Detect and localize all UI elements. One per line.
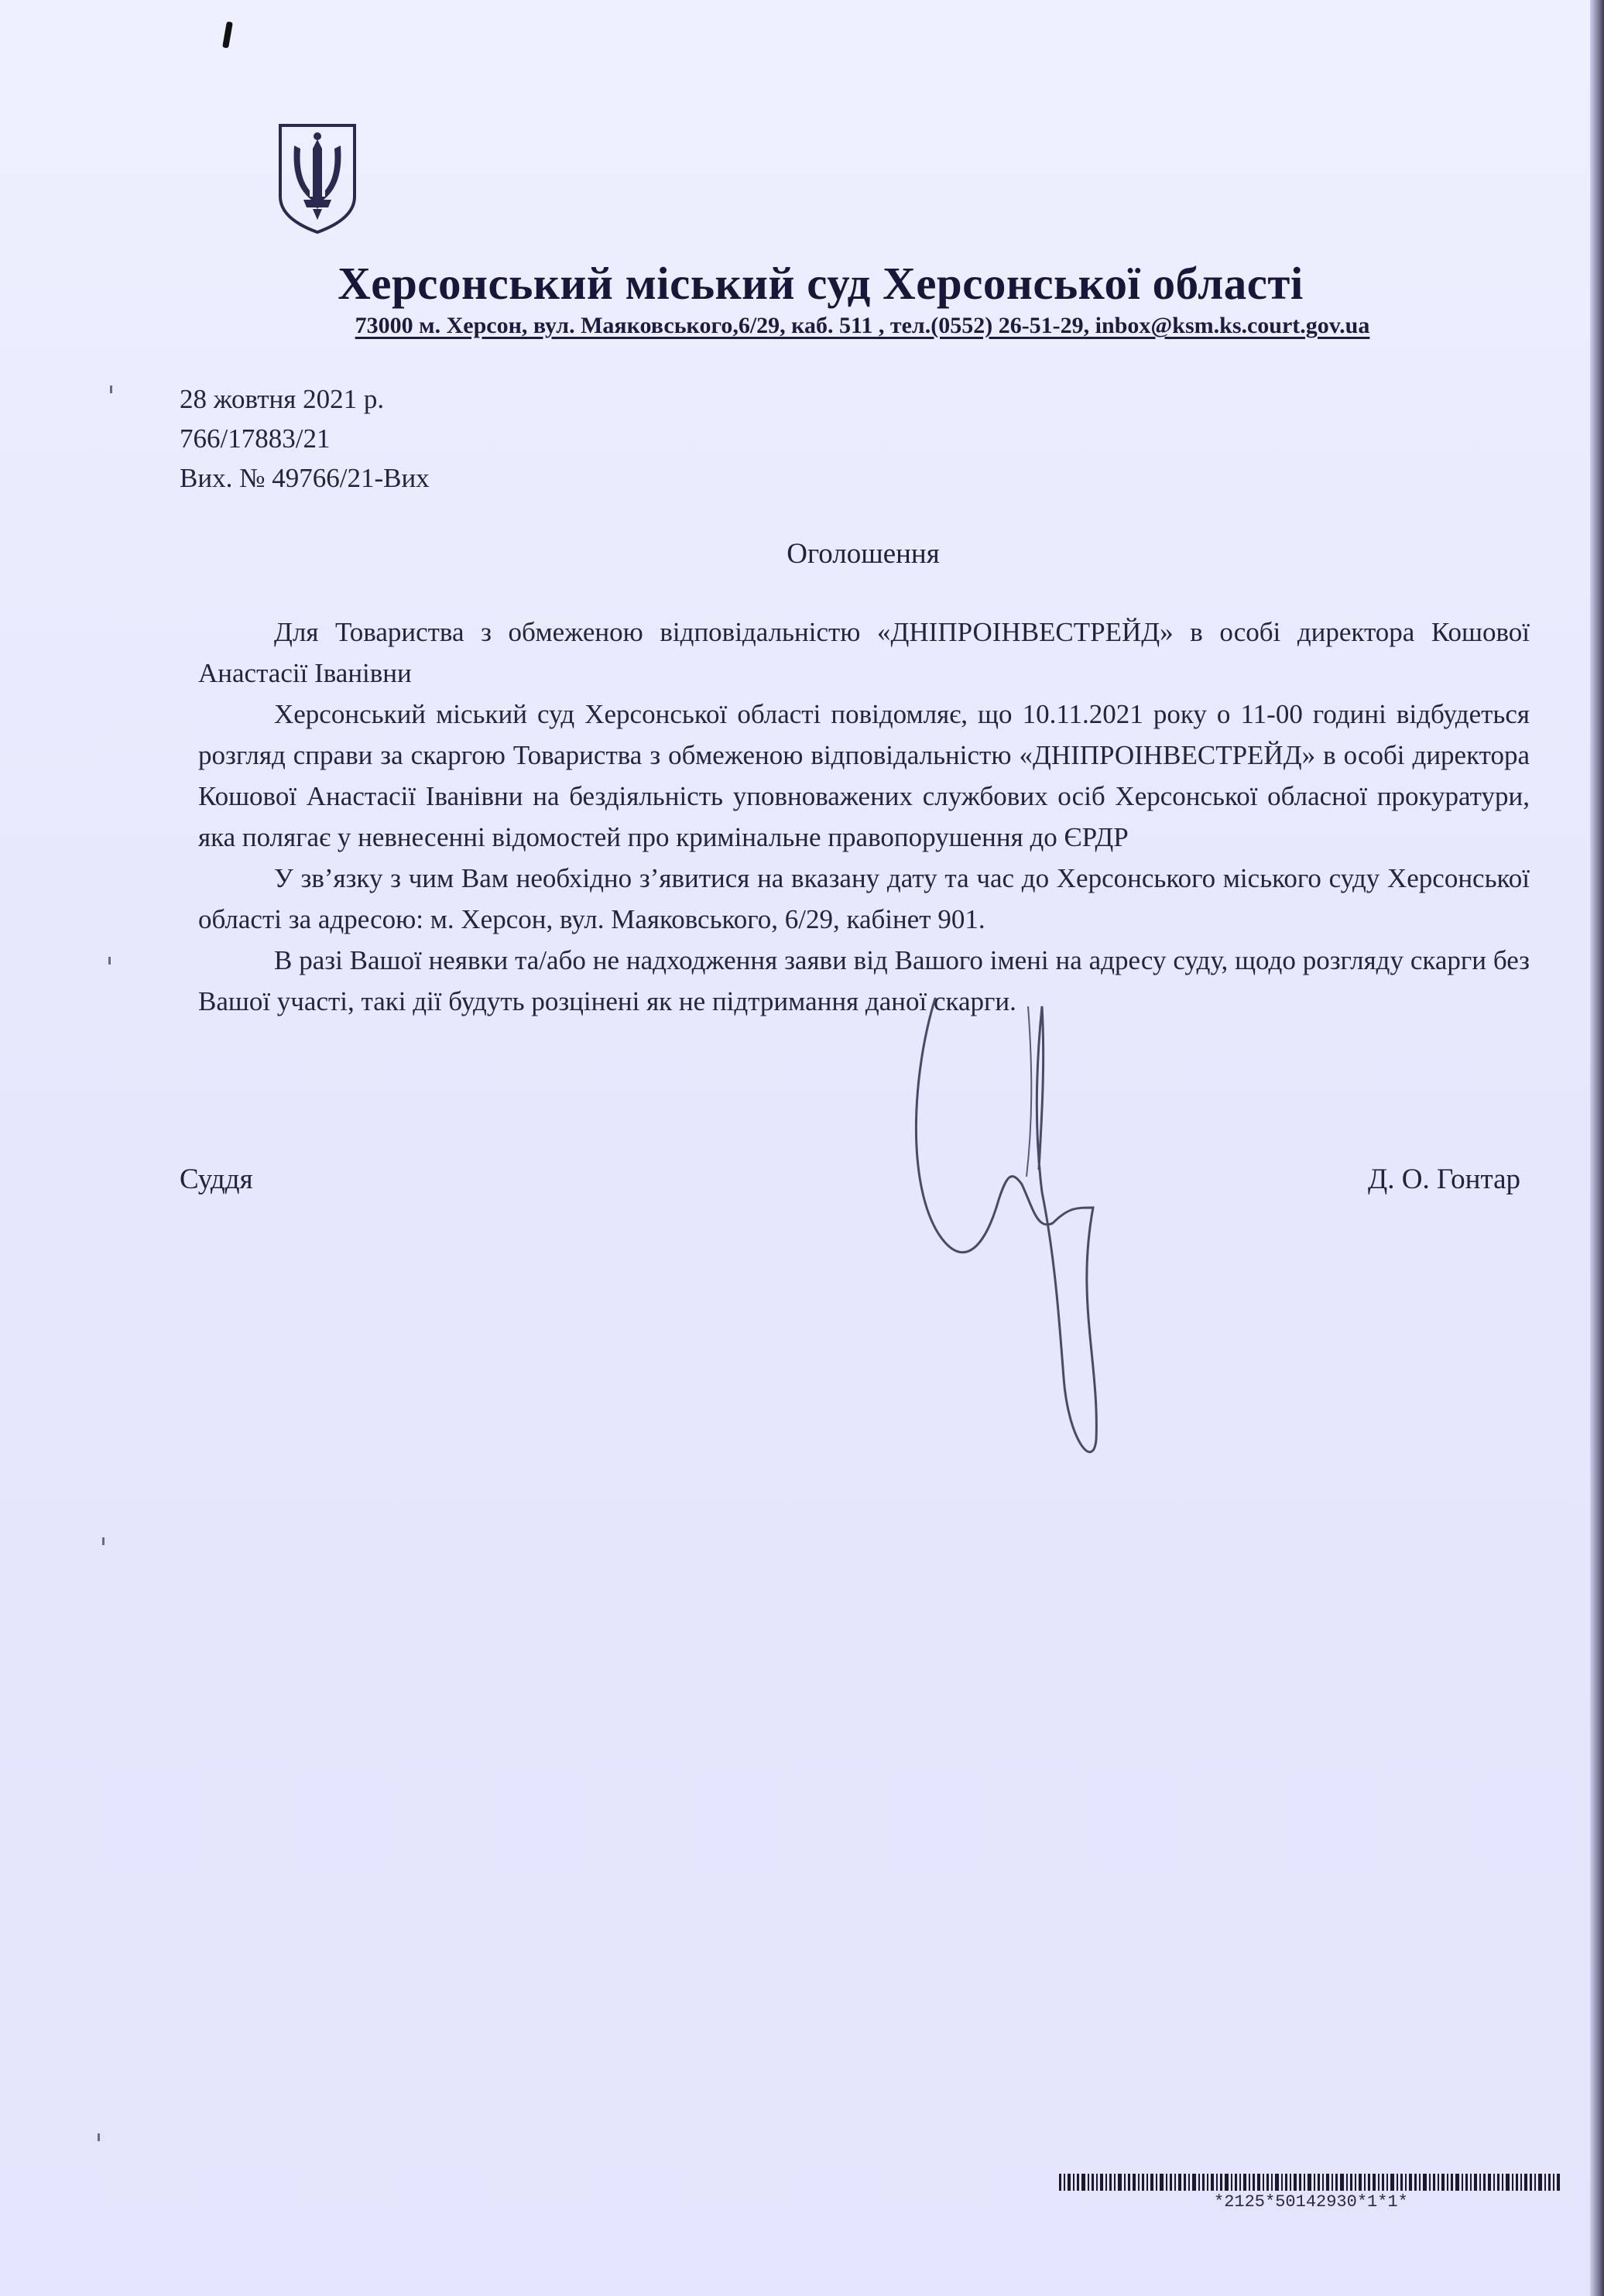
scan-mark: [222, 22, 233, 49]
signer-role: Суддя: [180, 1163, 253, 1195]
page-edge: [1590, 0, 1604, 2296]
document-meta: [180, 379, 430, 498]
body-paragraph-3: В разі Вашої неявки та/або не надходження заяви від Вашого імені на адресу суду, щодо розгляду скарги без Вашої участі, такі дії будуть розцінені як не підтримання даної скарги.: [198, 945, 1530, 1016]
signer-name: Д. О. Гонтар: [1368, 1163, 1520, 1195]
scan-speck: [110, 386, 112, 393]
document-body: [198, 612, 1530, 1022]
court-address: 73000 м. Херсон, вул. Маяковського,6/29, каб. 511 , тел.(0552) 26-51-29, inbox@ksm.ks.court.gov.ua: [355, 313, 1370, 338]
court-title: Херсонський міський суд Херсонської області: [338, 258, 1304, 309]
case-number: 766/17883/21: [180, 423, 331, 454]
barcode-number: *2125*50142930*1*1*: [1214, 2192, 1408, 2212]
scan-speck: [102, 1537, 105, 1545]
document-title: Оголошення: [787, 538, 940, 570]
body-paragraph-2: У зв’язку з чим Вам необхідно з’явитися на вказану дату та час до Херсонського міського суду Херсонської області за адресою: м. Херсон, вул. Маяковського, 6/29, кабінет 901.: [198, 863, 1530, 934]
handwritten-signature: [890, 975, 1122, 1471]
body-paragraph-1: Херсонський міський суд Херсонської області повідомляє, що 10.11.2021 року о 11-00 годині відбудеться розгляд справи за скаргою Товариства з обмеженою відповідальністю «ДНІПРОІНВЕСТРЕЙД» в особі директора Кошової Анастасії Іванівни на бездіяльність уповноважених службових осіб Херсонської обласної прокуратури, яка полягає у невнесенні відомостей про кримінальне правопорушення до ЄРДР: [198, 699, 1530, 852]
addressee-paragraph: Для Товариства з обмеженою відповідальністю «ДНІПРОІНВЕСТРЕЙД» в особі директора Кошової Анастасії Іванівни: [198, 617, 1530, 688]
outgoing-number: Вих. № 49766/21-Вих: [180, 463, 430, 493]
scan-speck: [108, 957, 111, 965]
barcode: [1059, 2174, 1562, 2191]
scan-speck: [98, 2133, 100, 2141]
ukraine-trident-emblem-icon: [277, 122, 358, 234]
document-date: 28 жовтня 2021 р.: [180, 384, 385, 414]
